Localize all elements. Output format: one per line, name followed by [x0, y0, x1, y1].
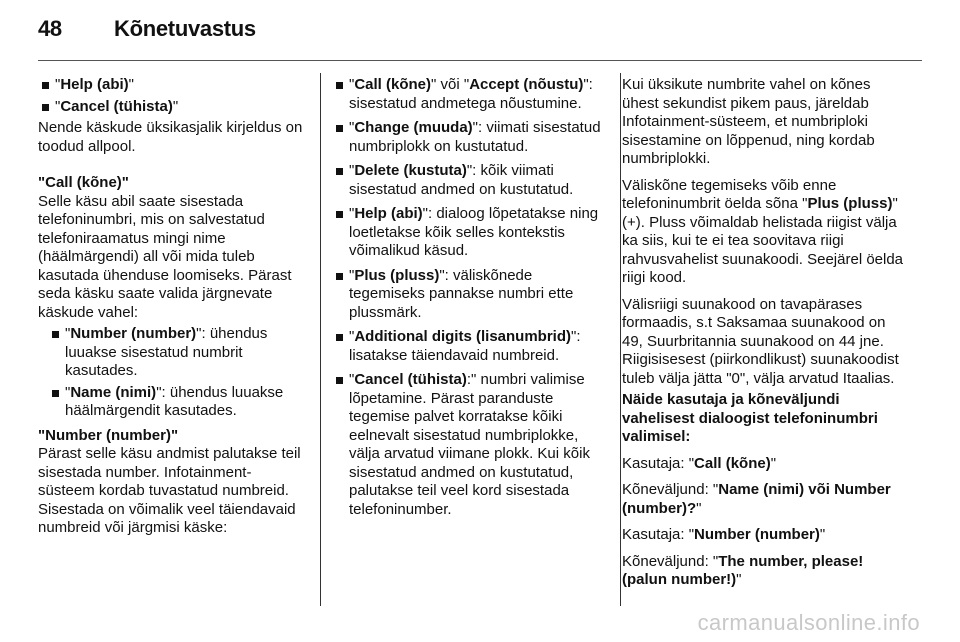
bullet-icon — [336, 377, 343, 384]
page-number: 48 — [38, 16, 62, 41]
dialog-line-2: Kõneväljund: "Name (nimi) või Number (number)?" — [622, 481, 891, 517]
dialog-line-4: Kõneväljund: "The number, please! (palun number!)" — [622, 552, 864, 588]
bullet-icon — [42, 82, 49, 89]
bullet-text: "Cancel (tühista)" — [55, 97, 179, 115]
bullet-icon — [336, 334, 343, 341]
bullet-icon — [42, 104, 49, 111]
bullet-cancel-cmd — [332, 371, 604, 519]
bullet-icon — [52, 331, 59, 338]
dialog-line-3: Kasutaja: "Number (number)" — [622, 526, 826, 543]
page-title: Kõnetuvastus — [114, 16, 256, 41]
bullet-text: "Number (number)": ühendus luuakse sisestatud numbrit kasutades. — [65, 325, 268, 379]
bullet-change — [332, 119, 604, 156]
column-3 — [622, 76, 906, 590]
column-2 — [332, 76, 604, 522]
watermark: carmanualsonline.info — [697, 610, 920, 635]
bullet-icon — [336, 273, 343, 280]
bullet-cancel — [38, 98, 308, 117]
bullet-text: "Plus (pluss)": väliskõnede tegemiseks pannakse numbri ette plussmärk. — [349, 266, 574, 321]
bullet-icon — [336, 211, 343, 218]
column-divider — [320, 73, 321, 606]
bullet-additional-digits — [332, 328, 604, 365]
heading-example: Näide kasutaja ja kõneväljundi vahelisest dialoogist telefoninumbri valimisel: — [622, 391, 878, 445]
heading-number: "Number (number)" — [38, 426, 179, 444]
bullet-delete — [332, 162, 604, 199]
country-code-paragraph: Välisriigi suunakood on tavapärases formaadis, s.t Saksamaa suunakood on 49, Suurbritannia suunakood on 44 jne. Riigisisesest (piirkondlikust) suunakoodist tuleb välja jätta "0", välja arvatud Itaalias. — [622, 295, 899, 387]
intro-paragraph: Nende käskude üksikasjalik kirjeldus on toodud allpool. — [38, 119, 303, 155]
page-header — [38, 14, 922, 52]
call-paragraph: Selle käsu abil saate sisestada telefoninumbri, mis on salvestatud telefoniraamatus mingi nime (häälmärgendi) all või mida tuleb kasutada ühenduse loomiseks. Pärast seda käsku saate valida järgnevate käskude vahel: — [38, 192, 292, 321]
dialog-line-1: Kasutaja: "Call (kõne)" — [622, 454, 777, 472]
bullet-name — [48, 384, 308, 421]
header-divider — [38, 60, 922, 61]
bullet-text: "Additional digits (lisanumbrid)": lisatakse täiendavaid numbreid. — [349, 328, 581, 364]
bullet-text: "Call (kõne)" või "Accept (nõustu)": sisestatud andmetega nõustumine. — [349, 76, 593, 112]
bullet-text: "Help (abi)" — [55, 76, 134, 93]
bullet-help — [38, 76, 308, 95]
bullet-help-cmd — [332, 205, 604, 261]
bullet-icon — [336, 125, 343, 132]
column-divider — [620, 73, 621, 606]
pause-paragraph: Kui üksikute numbrite vahel on kõnes ühest sekundist pikem paus, järeldab Infotainment-süsteem, et numbriploki sisestamine on lõppenud, ning kordab numbriplokki. — [622, 76, 875, 167]
bullet-number — [48, 325, 308, 381]
heading-call: "Call (kõne)" — [38, 174, 129, 191]
bullet-text: "Cancel (tühista):" numbri valimise lõpetamine. Pärast paranduste tegemise palvet korratakse kõiki eelnevalt sisestatud numbriplokke, välja arvatud viimane plokk. Kui kõik sisestatud andmed on kustutatud, palutakse teil veel kord sisestada telefoninumber. — [349, 371, 590, 518]
bullet-accept — [332, 76, 604, 113]
bullet-text: "Name (nimi)": ühendus luuakse häälmärgendit kasutades. — [65, 383, 284, 419]
number-paragraph: Pärast selle käsu andmist palutakse teil sisestada number. Infotainment-süsteem kordab tuvastatud numbreid. Sisestada on võimalik veel täiendavaid numbreid või järgmisi käske: — [38, 445, 301, 536]
bullet-icon — [336, 82, 343, 89]
bullet-text: "Delete (kustuta)": kõik viimati sisestatud andmed on kustutatud. — [349, 162, 574, 198]
bullet-text: "Change (muuda)": viimati sisestatud numbriplokk on kustutatud. — [349, 119, 601, 155]
column-1 — [38, 76, 308, 538]
plus-paragraph: Väliskõne tegemiseks võib enne telefoninumbrit öelda sõna "Plus (pluss)" (+). Pluss võimaldab helistada riigist välja ka siis, kui te ei tea soovitava riigi rahvusvahelist suunakoodi. Seejärel öelda riigi kood. — [622, 176, 904, 286]
bullet-text: "Help (abi)": dialoog lõpetatakse ning loetletakse kõik selles kontekstis võimalikud käsud. — [349, 205, 599, 259]
bullet-plus — [332, 267, 604, 323]
bullet-icon — [52, 390, 59, 397]
bullet-icon — [336, 168, 343, 175]
